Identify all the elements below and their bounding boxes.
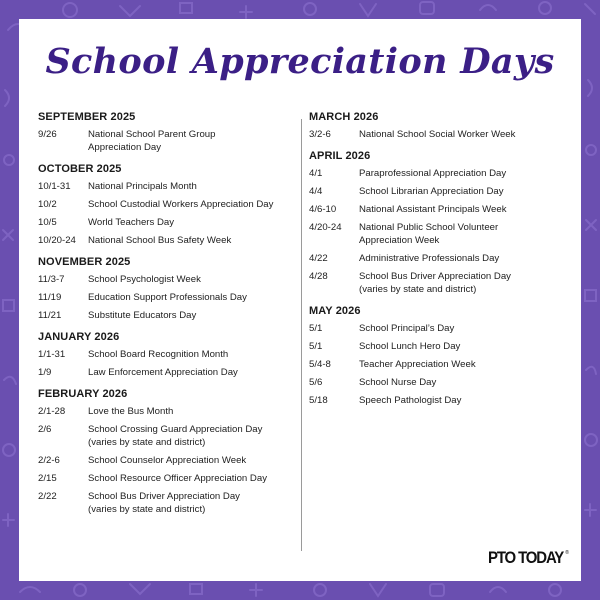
month-heading: APRIL 2026 <box>309 150 371 162</box>
month-heading: NOVEMBER 2025 <box>38 256 131 268</box>
event-row <box>38 291 300 304</box>
month-heading: SEPTEMBER 2025 <box>38 111 136 123</box>
month-heading: MARCH 2026 <box>309 111 379 123</box>
event-row <box>38 454 300 467</box>
event-row <box>309 221 571 247</box>
event-row <box>309 322 571 335</box>
event-row <box>38 309 300 322</box>
calendar-card <box>19 19 581 581</box>
month-heading: MAY 2026 <box>309 305 361 317</box>
event-date: 1/9 <box>38 367 52 378</box>
logo-trademark: ® <box>565 550 569 556</box>
pto-today-logo <box>488 549 569 566</box>
event-name: School Lunch Hero Day <box>359 341 461 352</box>
column-divider <box>301 119 302 551</box>
event-name: Administrative Professionals Day <box>359 253 500 264</box>
event-date: 11/19 <box>38 292 62 303</box>
event-row <box>38 490 300 516</box>
event-row <box>309 270 571 296</box>
event-name: Paraprofessional Appreciation Day <box>359 168 507 179</box>
month-heading: FEBRUARY 2026 <box>38 388 128 400</box>
event-date: 10/2 <box>38 199 57 210</box>
event-row <box>309 252 571 265</box>
left-column <box>38 109 300 523</box>
event-row <box>309 185 571 198</box>
event-name: Speech Pathologist Day <box>359 395 462 406</box>
event-name: National Public School Volunteer Appreciation Week <box>359 222 499 246</box>
month-heading: OCTOBER 2025 <box>38 163 122 175</box>
event-name: National School Bus Safety Week <box>88 235 232 246</box>
event-date: 3/2-6 <box>309 129 331 140</box>
event-row <box>309 358 571 371</box>
event-name: School Resource Officer Appreciation Day <box>88 473 267 484</box>
event-row <box>38 234 300 247</box>
event-date: 5/1 <box>309 341 323 352</box>
month-section <box>309 303 571 407</box>
event-row <box>309 203 571 216</box>
event-name: School Psychologist Week <box>88 274 201 285</box>
event-row <box>38 273 300 286</box>
page-title: School Appreciation Days <box>45 41 555 82</box>
event-name: School Librarian Appreciation Day <box>359 186 504 197</box>
event-name: World Teachers Day <box>88 217 175 228</box>
event-date: 5/1 <box>309 323 323 334</box>
month-section <box>38 329 300 379</box>
event-date: 9/26 <box>38 129 57 140</box>
event-date: 11/21 <box>38 310 62 321</box>
event-date: 10/1-31 <box>38 181 71 192</box>
month-section <box>309 148 571 296</box>
event-date: 4/6-10 <box>309 204 337 215</box>
event-name: National School Social Worker Week <box>359 129 516 140</box>
event-name: National Assistant Principals Week <box>359 204 507 215</box>
event-date: 2/15 <box>38 473 57 484</box>
event-row <box>38 423 300 449</box>
month-section <box>38 161 300 247</box>
event-row <box>309 128 571 141</box>
logo-text: PTO TODAY <box>488 548 564 567</box>
event-row <box>38 128 300 154</box>
event-row <box>38 405 300 418</box>
event-row <box>38 472 300 485</box>
event-name: School Crossing Guard Appreciation Day (varies by state and district) <box>88 424 263 448</box>
event-row <box>38 198 300 211</box>
event-date: 10/20-24 <box>38 235 76 246</box>
event-date: 4/1 <box>309 168 323 179</box>
event-date: 2/2-6 <box>38 455 60 466</box>
month-section <box>309 109 571 141</box>
event-name: Love the Bus Month <box>88 406 174 417</box>
event-date: 2/1-28 <box>38 406 66 417</box>
event-row <box>309 340 571 353</box>
event-date: 4/28 <box>309 271 328 282</box>
event-row <box>309 167 571 180</box>
event-row <box>38 180 300 193</box>
event-name: Law Enforcement Appreciation Day <box>88 367 238 378</box>
event-row <box>309 376 571 389</box>
month-section <box>38 109 300 154</box>
event-name: Teacher Appreciation Week <box>359 359 476 370</box>
event-date: 11/3-7 <box>38 274 65 285</box>
event-name: Substitute Educators Day <box>88 310 197 321</box>
event-name: School Custodial Workers Appreciation Day <box>88 199 274 210</box>
event-row <box>38 366 300 379</box>
event-date: 4/4 <box>309 186 323 197</box>
right-column <box>309 109 571 414</box>
event-name: School Bus Driver Appreciation Day (varies by state and district) <box>359 271 511 295</box>
event-row <box>309 394 571 407</box>
event-date: 5/6 <box>309 377 323 388</box>
event-name: National Principals Month <box>88 181 197 192</box>
event-row <box>38 216 300 229</box>
month-section <box>38 386 300 516</box>
event-date: 2/22 <box>38 491 57 502</box>
event-name: School Board Recognition Month <box>88 349 229 360</box>
event-date: 4/20-24 <box>309 222 342 233</box>
event-name: School Nurse Day <box>359 377 437 388</box>
event-date: 10/5 <box>38 217 57 228</box>
event-name: School Bus Driver Appreciation Day (varies by state and district) <box>88 491 240 515</box>
event-date: 5/18 <box>309 395 328 406</box>
event-name: Education Support Professionals Day <box>88 292 247 303</box>
event-date: 1/1-31 <box>38 349 66 360</box>
event-name: School Principal’s Day <box>359 323 455 334</box>
event-date: 2/6 <box>38 424 52 435</box>
event-date: 4/22 <box>309 253 328 264</box>
event-row <box>38 348 300 361</box>
month-heading: JANUARY 2026 <box>38 331 120 343</box>
event-name: National School Parent Group Appreciation Day <box>88 129 216 153</box>
month-section <box>38 254 300 322</box>
event-date: 5/4-8 <box>309 359 331 370</box>
event-name: School Counselor Appreciation Week <box>88 455 247 466</box>
